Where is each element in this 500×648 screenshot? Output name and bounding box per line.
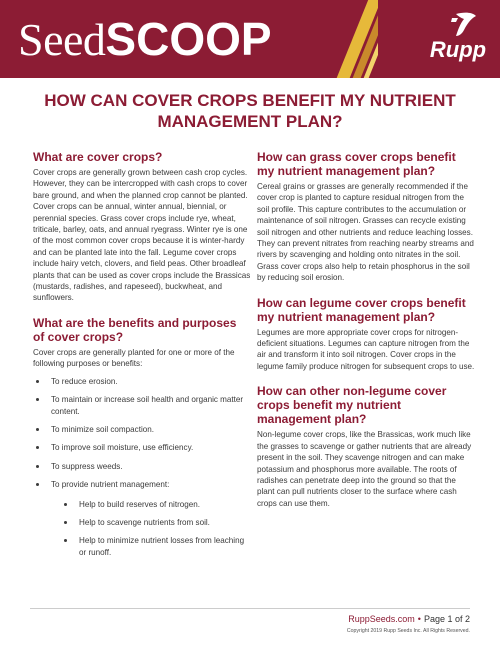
list-item: [33, 479, 251, 558]
list-item: Help to scavenge nutrients from soil.: [51, 517, 251, 528]
rupp-logo-text: Rupp: [429, 37, 487, 62]
section-heading-non-legume-cover-crops: How can other non-legume cover crops benefit my nutrient management plan?: [257, 384, 447, 427]
seedscoop-wordmark: [18, 14, 272, 65]
section-intro-benefits: Cover crops are generally planted for one or more of the following purposes or benefits:: [33, 347, 235, 369]
left-column: [33, 150, 251, 565]
website-link[interactable]: RuppSeeds.com: [348, 614, 415, 624]
list-item: To improve soil moisture, use efficiency.: [33, 442, 251, 453]
section-heading-what-are-cover-crops: What are cover crops?: [33, 150, 163, 164]
section-heading-legume-cover-crops: How can legume cover crops benefit my nutrient management plan?: [257, 295, 466, 324]
section-body-non-legume-cover-crops: Non-legume cover crops, like the Brassicas, work much like the grasses to scavenge or gather nutrients that are already present in the soil. They scavenge nitrogen and can make potassium and phosphorus more available. The roots of radishes can penetrate deep into the ground so that the plant can pull nutrients closer to the surface where cash crops can use them.: [257, 430, 472, 508]
list-item-text: To provide nutrient management:: [51, 480, 170, 490]
list-item: To minimize soil compaction.: [33, 424, 251, 435]
list-item: Help to build reserves of nitrogen.: [51, 499, 251, 510]
section-body-legume-cover-crops: Legumes are more appropriate cover crops for nitrogen-deficient situations. Legumes can capture nitrogen from the air and transform it into soil nitrogen. Cover crops in the legume family produce nitrogen for subsequent crops to use.: [257, 327, 475, 371]
copyright-notice: Copyright 2019 Rupp Seeds Inc. All Rights Reserved.: [346, 628, 470, 634]
page-title: HOW CAN COVER CROPS BENEFIT MY NUTRIENT MANAGEMENT PLAN?: [44, 91, 456, 131]
footer-line: [348, 614, 470, 625]
brand-seed: Seed: [18, 14, 106, 65]
section-body-grass-cover-crops: Cereal grains or grasses are generally recommended if the cover crop is planted to capture residual nitrogen from the soil profile. This capture contributes to the accumulation or maintenance of soil nitrogen. Grasses can recycle existing soil nitrogen and other nutrients and reduce leaching losses. They can prevent nitrates from reaching nearby streams and rivers by scavenging and holding onto nitrates in the soil. Grass cover crops also help to retain phosphorus in the soil by reducing soil erosion.: [257, 182, 474, 283]
section-body-what-are-cover-crops: Cover crops are generally grown between cash crop cycles. However, they can be intercropped with cash crops to cover bare ground, and when the planned crop cannot be planted. Cover crops can be annual, winter annual, biennial, or perennial species. Grass cover crops include rye, wheat, triticale, barley, oats, and annual ryegrass. Winter rye is one of the most common cover crops because it is winter-hardy and can be planted late into the fall. Legume cover crops include hairy vetch, clovers, and field peas. Other broadleaf plants that can be used as cover crops include the Brassicas (mustards, radishes, and rapeseed), buckwheat, and sunflowers.: [33, 168, 251, 303]
footer-separator: •: [417, 614, 421, 624]
benefits-list: [33, 376, 251, 558]
header-banner: [0, 0, 500, 78]
section-heading-grass-cover-crops: How can grass cover crops benefit my nutrient management plan?: [257, 150, 456, 178]
page-number: Page 1 of 2: [423, 614, 470, 624]
section-heading-benefits: What are the benefits and purposes of cover crops?: [33, 315, 237, 344]
list-item: To suppress weeds.: [33, 461, 251, 472]
list-item: Help to minimize nutrient losses from leaching or runoff.: [51, 535, 251, 558]
right-column: [257, 150, 475, 509]
footer-divider: [30, 608, 470, 609]
rupp-leaf-icon: [442, 10, 486, 38]
list-item: To maintain or increase soil health and organic matter content.: [33, 394, 251, 417]
list-item: To reduce erosion.: [33, 376, 251, 387]
nutrient-sublist: [51, 499, 251, 559]
brand-scoop: SCOOP: [105, 13, 272, 65]
